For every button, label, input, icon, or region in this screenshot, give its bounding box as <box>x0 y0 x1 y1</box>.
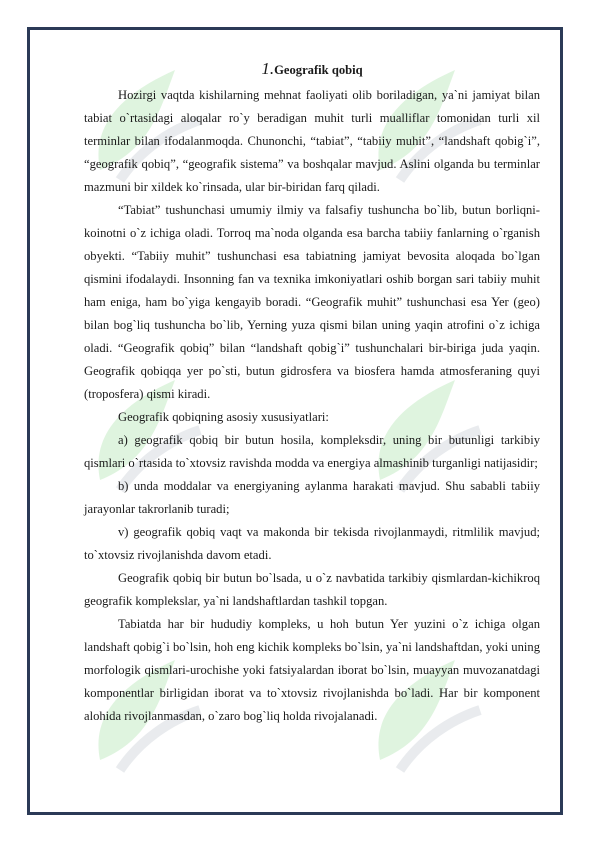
paragraph: Hozirgi vaqtda kishilarning mehnat faoliyati olib boriladigan, ya`ni jamiyat bilan tabiat o`rtasidagi aloqalar ro`y beradigan muhit turli mualliflar tomonidan turli xil terminlar bilan ifodalanmoqda. Chunonchi, “tabiat”, “tabiiy muhit”, “landshaft qobig`i”, “geografik qobiq”, “geografik sistema” va boshqalar mavjud. Aslini olganda bu terminlar mazmuni bir xildek ko`rinsada, ular bir-biridan farq qiladi. <box>84 88 540 194</box>
section-number: 1. <box>261 59 275 78</box>
list-item: v) geografik qobiq vaqt va makonda bir tekisda rivojlanmaydi, ritmlilik mavjud; to`xtovsiz rivojlanishda davom etadi. <box>84 525 540 562</box>
list-item: b) unda moddalar va energiyaning aylanma harakati mavjud. Shu sababli tabiiy jarayonlar takrorlanib turadi; <box>84 479 540 516</box>
section-heading: Geografik qobiq <box>274 63 363 77</box>
section-title <box>84 57 540 82</box>
paragraph: Geografik qobiq bir butun bo`lsada, u o`z navbatida tarkibiy qismlardan-kichikroq geografik komplekslar, ya`ni landshaftlardan tashkil topgan. <box>84 571 540 608</box>
paragraph: “Tabiat” tushunchasi umumiy ilmiy va falsafiy tushuncha bo`lib, butun borliqni-koinotni o`z ichiga oladi. Torroq ma`noda olganda esa barcha tabiiy fanlarning o`rganish obyekti. “Tabiiy muhit” tushunchasi esa tabiatning jamiyat bevosita aloqada bo`lgan qismini ifodalaydi. Insonning fan va texnika imkoniyatlari oshib borgan sari tabiiy muhit ham eniga, ham bo`yiga kengayib boradi. “Geografik muhit” tushunchasi esa Yer (geo) bilan bog`liq tushuncha bo`lib, Yerning yuza qismi bilan uning yaqin atrofini o`z ichiga oladi. “Geografik qobiq” bilan “landshaft qobig`i” tushunchalari bir-biriga juda yaqin. Geografik qobiqqa yer po`sti, butun gidrosfera va biosfera hamda atmosferaning quyi (troposfera) qismi kiradi. <box>84 203 540 401</box>
paragraph: Tabiatda har bir hududiy kompleks, u hoh butun Yer yuzini o`z ichiga olgan landshaft qobig`i bo`lsin, hoh eng kichik kompleks bo`lsin, ya`ni landshaftdan, yoki uning morfologik qismlari-urochishe yoki fatsiyalardan iborat bo`lsin, muayyan muvozanatdagi komponentlar birligidan iborat va to`xtovsiz rivojlanishda bo`ladi. Har bir komponent alohida rivojlanmasdan, o`zaro bog`liq holda rivojalanadi. <box>84 617 540 723</box>
paragraph: Geografik qobiqning asosiy xususiyatlari: <box>118 410 329 424</box>
document-body <box>84 57 540 728</box>
list-item: a) geografik qobiq bir butun hosila, kompleksdir, uning bir butunligi tarkibiy qismlari o`rtasida to`xtovsiz ravishda modda va energiya almashinib turganligi natijasidir; <box>84 433 540 470</box>
